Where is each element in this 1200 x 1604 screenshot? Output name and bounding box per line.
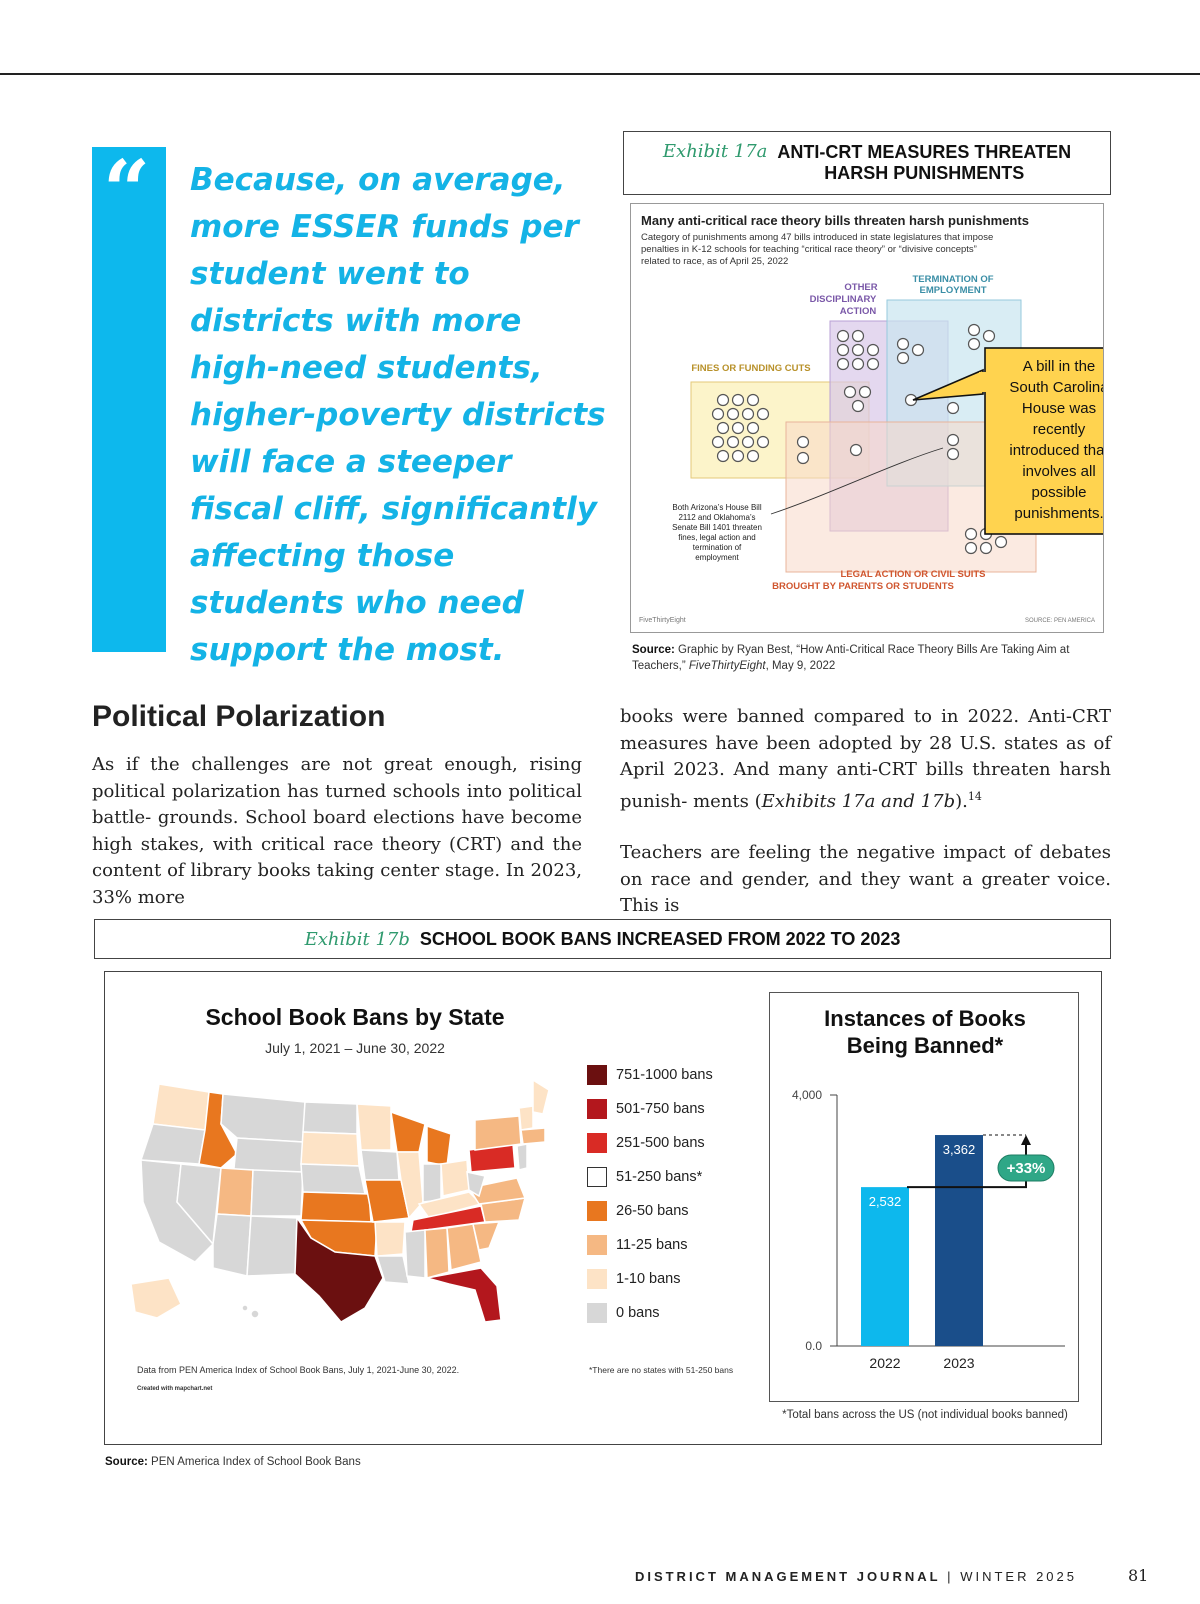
legend-swatch bbox=[587, 1167, 607, 1187]
state-hawaii-2 bbox=[251, 1310, 259, 1318]
exhibit-reference: Exhibits 17a and 17b bbox=[761, 790, 956, 812]
source-text: Graphic by Ryan Best, “How Anti-Critical Race Theory Bills Are Taking Aim at Teachers,” bbox=[632, 644, 1070, 672]
fivethirtyeight-brand: FiveThirtyEight bbox=[639, 617, 686, 624]
label-other-2: DISCIPLINARY bbox=[809, 294, 877, 305]
body-paragraph-2: Teachers are feeling the negative impact of debates on race and gender, and they want a greater voice. This is bbox=[620, 842, 1111, 916]
svg-text:fines, legal action and: fines, legal action and bbox=[678, 533, 756, 542]
state-washington bbox=[153, 1084, 209, 1130]
svg-text:House was: House was bbox=[1021, 400, 1097, 417]
svg-text:Both Arizona’s House Bill: Both Arizona’s House Bill bbox=[672, 503, 762, 512]
legend-swatch bbox=[587, 1269, 607, 1289]
state-ohio bbox=[441, 1160, 469, 1196]
punishment-venn-diagram bbox=[631, 204, 1103, 632]
body-paragraph: books were banned compared to in 2022. Anti-CRT measures have been adopted by 28 U.S. states as of April 2023. And many anti-CRT bills threaten harsh punish- ments (Exhibits 17a and 17b).$^{14}$ bbox=[620, 706, 1111, 812]
source-text: PEN America Index of School Book Bans bbox=[151, 1456, 361, 1468]
svg-text:introduced that: introduced that bbox=[1009, 442, 1103, 459]
exhibit-17b-title: SCHOOL BOOK BANS INCREASED FROM 2022 TO 2023 bbox=[419, 928, 901, 949]
state-arkansas bbox=[375, 1222, 405, 1256]
state-mississippi bbox=[405, 1230, 425, 1278]
state-minnesota bbox=[357, 1104, 391, 1150]
category-label-2022: 2022 bbox=[869, 1355, 901, 1371]
legend-swatch bbox=[587, 1099, 607, 1119]
map-title: School Book Bans by State bbox=[205, 1004, 505, 1030]
pull-quote: Because, on average, more ESSER funds per student went to districts with more high-need students, higher-poverty districts will face a steeper fiscal cliff, significantly affecting those students who need support the most. bbox=[190, 162, 606, 668]
chart-title: Instances of Books Being Banned* bbox=[824, 1006, 1026, 1058]
svg-text:South Carolina: South Carolina bbox=[1009, 379, 1103, 396]
exhibit-17a-tag: Exhibit 17a bbox=[662, 141, 768, 162]
legend-swatch bbox=[587, 1235, 607, 1255]
label-legal-1: LEGAL ACTION OR CIVIL SUITS bbox=[840, 569, 986, 580]
footer-separator: | bbox=[947, 1569, 954, 1584]
label-fines: FINES OR FUNDING CUTS bbox=[691, 363, 811, 374]
source-label: Source: bbox=[105, 1456, 148, 1468]
top-rule bbox=[0, 73, 1200, 75]
svg-text:2112 and Oklahoma’s: 2112 and Oklahoma’s bbox=[678, 513, 756, 522]
state-south-dakota bbox=[301, 1132, 359, 1166]
state-alabama bbox=[425, 1228, 449, 1278]
label-termination-2: EMPLOYMENT bbox=[919, 285, 987, 296]
legend-item: 51-250 bans* bbox=[587, 1160, 713, 1194]
bar-2022 bbox=[861, 1187, 909, 1346]
state-indiana bbox=[423, 1164, 441, 1202]
y-tick-label-max: 4,000 bbox=[791, 1088, 822, 1102]
page-number: 81 bbox=[1128, 1566, 1149, 1585]
map-legend bbox=[587, 1058, 713, 1330]
graphic-subtitle-1: Category of punishments among 47 bills introduced in state legislatures that impose bbox=[641, 232, 994, 243]
svg-text:employment: employment bbox=[695, 553, 739, 562]
state-alaska bbox=[131, 1278, 181, 1318]
bar-chart bbox=[770, 993, 1078, 1401]
state-montana bbox=[221, 1094, 305, 1142]
legend-item: 251-500 bans bbox=[587, 1126, 713, 1160]
state-florida bbox=[427, 1268, 501, 1322]
map-subtitle: July 1, 2021 – June 30, 2022 bbox=[265, 1040, 445, 1056]
exhibit-17b-tag: Exhibit 17b bbox=[304, 928, 410, 950]
value-label-2023: 3,362 bbox=[942, 1142, 976, 1158]
exhibit-17b-graphic bbox=[104, 971, 1102, 1445]
state-nebraska bbox=[301, 1164, 365, 1194]
state-kansas bbox=[301, 1192, 371, 1222]
state-new-jersey bbox=[517, 1144, 527, 1170]
label-other-1: OTHER bbox=[844, 282, 878, 293]
state-oregon bbox=[141, 1124, 205, 1164]
state-vermont bbox=[519, 1106, 533, 1130]
legend-swatch bbox=[587, 1065, 607, 1085]
value-label-2022: 2,532 bbox=[868, 1194, 902, 1210]
exhibit-17b-source bbox=[105, 1454, 361, 1470]
growth-badge-label: +33% bbox=[1006, 1160, 1046, 1177]
exhibit-17a-title-line2: HARSH PUNISHMENTS bbox=[824, 163, 1025, 183]
svg-text:punishments.: punishments. bbox=[1014, 505, 1103, 522]
graphic-title: Many anti-critical race theory bills threaten harsh punishments bbox=[641, 213, 1029, 228]
legend-item: 26-50 bans bbox=[587, 1194, 713, 1228]
source-label: Source: bbox=[632, 644, 675, 656]
journal-name: DISTRICT MANAGEMENT JOURNAL bbox=[634, 1569, 941, 1584]
svg-text:involves all: involves all bbox=[1022, 463, 1096, 480]
legend-item: 11-25 bans bbox=[587, 1228, 713, 1262]
exhibit-17a-graphic bbox=[630, 203, 1104, 633]
state-wisconsin bbox=[391, 1112, 425, 1152]
map-data-note: Data from PEN America Index of School Book Bans, July 1, 2021-June 30, 2022. bbox=[137, 1365, 460, 1375]
legend-item: 1-10 bans bbox=[587, 1262, 713, 1296]
state-new-york bbox=[475, 1116, 521, 1150]
state-arizona bbox=[213, 1214, 251, 1276]
svg-text:Senate Bill 1401 threaten: Senate Bill 1401 threaten bbox=[672, 523, 762, 532]
quote-mark: “ bbox=[103, 143, 151, 239]
map-created-note: Created with mapchart.net bbox=[137, 1386, 213, 1392]
label-legal-2: BROUGHT BY PARENTS OR STUDENTS bbox=[772, 581, 954, 592]
map-legend-note: *There are no states with 51-250 bans bbox=[589, 1365, 734, 1375]
legend-item: 0 bans bbox=[587, 1296, 713, 1330]
graphic-subtitle-2: penalties in K-12 schools for teaching “critical race theory” or “divisive concepts” bbox=[641, 244, 977, 255]
us-map bbox=[129, 1072, 549, 1322]
source-publication: FiveThirtyEight bbox=[688, 660, 766, 672]
legend-item: 751-1000 bans bbox=[587, 1058, 713, 1092]
exhibit-17b-header bbox=[94, 919, 1111, 959]
bar-chart-frame bbox=[769, 992, 1079, 1402]
section-heading: Political Polarization bbox=[92, 700, 386, 733]
state-hawaii bbox=[242, 1305, 248, 1311]
body-column-1: As if the challenges are not great enough, rising political polarization has turned schools into political battle- grounds. School board elections have become high stakes, with critical race theory (CRT) and the content of library books taking center stage. In 2023, 33% more bbox=[92, 754, 582, 908]
legend-swatch bbox=[587, 1133, 607, 1153]
legend-swatch bbox=[587, 1201, 607, 1221]
graphic-subtitle-3: related to race, as of April 25, 2022 bbox=[641, 256, 789, 267]
y-tick-label-zero: 0.0 bbox=[805, 1339, 822, 1353]
exhibit-17a-title-line1: ANTI-CRT MEASURES THREATEN bbox=[777, 142, 1072, 162]
legend-item: 501-750 bans bbox=[587, 1092, 713, 1126]
bar-2023 bbox=[935, 1135, 983, 1346]
state-iowa bbox=[361, 1150, 399, 1180]
legend-swatch bbox=[587, 1303, 607, 1323]
state-north-dakota bbox=[303, 1102, 357, 1134]
footer bbox=[635, 1569, 1077, 1584]
label-other-3: ACTION bbox=[839, 306, 877, 317]
state-colorado bbox=[251, 1170, 303, 1216]
state-massachusetts bbox=[521, 1128, 545, 1144]
body-column-2 bbox=[620, 704, 1111, 920]
exhibit-17a-source bbox=[632, 642, 1102, 674]
issue-name: WINTER 2025 bbox=[960, 1569, 1077, 1584]
source-date: , May 9, 2022 bbox=[765, 660, 836, 672]
callout-join bbox=[979, 372, 988, 392]
state-utah bbox=[217, 1168, 253, 1216]
exhibit-17a-header bbox=[623, 131, 1111, 195]
svg-text:termination of: termination of bbox=[692, 543, 742, 552]
svg-text:possible: possible bbox=[1031, 484, 1087, 501]
graphic-source-small: SOURCE: PEN AMERICA bbox=[1024, 618, 1095, 624]
chart-footnote: *Total bans across the US (not individual books banned) bbox=[782, 1409, 1068, 1421]
svg-text:recently: recently bbox=[1032, 421, 1086, 438]
footnote-ref: 14 bbox=[967, 789, 982, 803]
state-new-mexico bbox=[247, 1216, 297, 1276]
arizona-oklahoma-note bbox=[672, 503, 762, 562]
growth-arrowhead bbox=[1021, 1135, 1031, 1145]
svg-text:A bill in the: A bill in the bbox=[1022, 358, 1096, 375]
state-michigan bbox=[427, 1126, 451, 1166]
label-termination-1: TERMINATION OF bbox=[912, 274, 994, 285]
category-label-2023: 2023 bbox=[943, 1355, 975, 1371]
state-maine bbox=[533, 1080, 549, 1114]
